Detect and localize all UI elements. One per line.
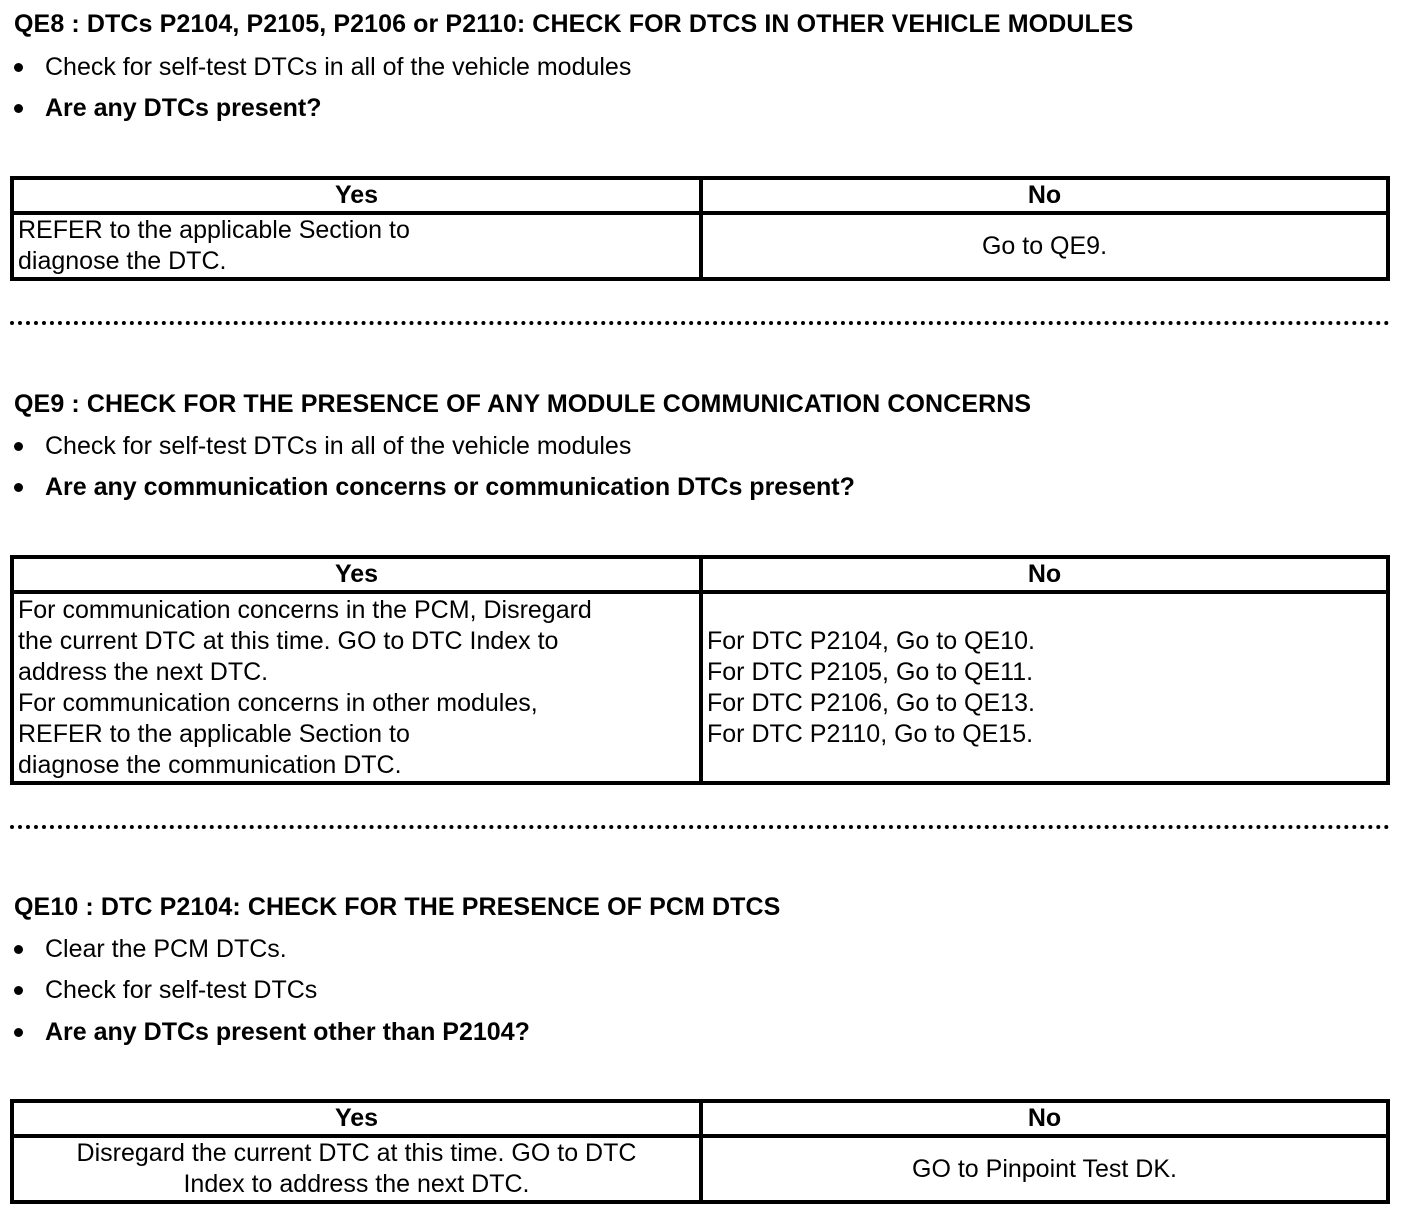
no-line: Go to QE9. (981, 231, 1108, 260)
no-header: No (701, 557, 1388, 592)
yes-header: Yes (12, 557, 701, 592)
yes-line: For communication concerns in the PCM, Disregard (18, 595, 592, 624)
qe8-bullet-1-text: Check for self-test DTCs in all of the vehicle modules (45, 53, 632, 81)
table-header-row (12, 178, 1388, 213)
no-header: No (701, 1101, 1388, 1136)
qe8-bullet-2-text: Are any DTCs present? (45, 94, 322, 122)
no-header: No (701, 178, 1388, 213)
qe8-heading: QE8 : DTCs P2104, P2105, P2106 or P2110: CHECK FOR DTCS IN OTHER VEHICLE MODULES (14, 10, 1134, 38)
yes-line: Index to address the next DTC. (183, 1170, 530, 1198)
yes-cell (12, 213, 701, 279)
qe9-bullet-2-text: Are any communication concerns or communication DTCs present? (45, 473, 855, 501)
yes-line: REFER to the applicable Section to (18, 719, 410, 748)
no-cell (701, 213, 1388, 279)
yes-line: For communication concerns in other modules, (18, 688, 538, 717)
table-header-row (12, 557, 1388, 592)
bullet-icon (14, 483, 23, 492)
no-line: For DTC P2104, Go to QE10. (707, 626, 1035, 655)
no-line: For DTC P2106, Go to QE13. (707, 688, 1035, 717)
no-line: For DTC P2105, Go to QE11. (707, 657, 1034, 686)
bullet-icon (14, 986, 23, 995)
section-divider (10, 321, 1390, 325)
bullet-icon (14, 1028, 23, 1037)
qe9-result-table (10, 555, 1390, 785)
qe10-heading: QE10 : DTC P2104: CHECK FOR THE PRESENCE OF PCM DTCS (14, 893, 781, 921)
yes-cell (12, 1136, 701, 1202)
qe8-result-table (10, 176, 1390, 281)
yes-cell (12, 592, 701, 783)
qe10-result-table (10, 1099, 1390, 1204)
qe9-heading: QE9 : CHECK FOR THE PRESENCE OF ANY MODULE COMMUNICATION CONCERNS (14, 390, 1032, 418)
yes-line: address the next DTC. (18, 657, 269, 686)
no-cell (701, 592, 1388, 783)
yes-line: REFER to the applicable Section to (18, 216, 410, 244)
bullet-icon (14, 442, 23, 451)
yes-header: Yes (12, 178, 701, 213)
table-row (12, 592, 1388, 783)
no-line: For DTC P2110, Go to QE15. (707, 719, 1034, 748)
qe10-bullet-2-text: Check for self-test DTCs (45, 976, 318, 1004)
yes-line: the current DTC at this time. GO to DTC Index to (18, 626, 559, 655)
no-line: GO to Pinpoint Test DK. (912, 1154, 1177, 1183)
section-divider (10, 825, 1390, 829)
bullet-icon (14, 104, 23, 113)
no-cell (701, 1136, 1388, 1202)
bullet-icon (14, 945, 23, 954)
table-row (12, 1136, 1388, 1202)
qe9-bullet-1-text: Check for self-test DTCs in all of the vehicle modules (45, 432, 632, 460)
table-row (12, 213, 1388, 279)
yes-header: Yes (12, 1101, 701, 1136)
yes-line: Disregard the current DTC at this time. GO to DTC (76, 1139, 637, 1167)
table-header-row (12, 1101, 1388, 1136)
bullet-icon (14, 63, 23, 72)
qe10-bullet-3-text: Are any DTCs present other than P2104? (45, 1018, 530, 1046)
qe10-bullet-1-text: Clear the PCM DTCs. (45, 935, 287, 963)
yes-line: diagnose the communication DTC. (18, 750, 402, 779)
yes-line: diagnose the DTC. (18, 247, 227, 275)
